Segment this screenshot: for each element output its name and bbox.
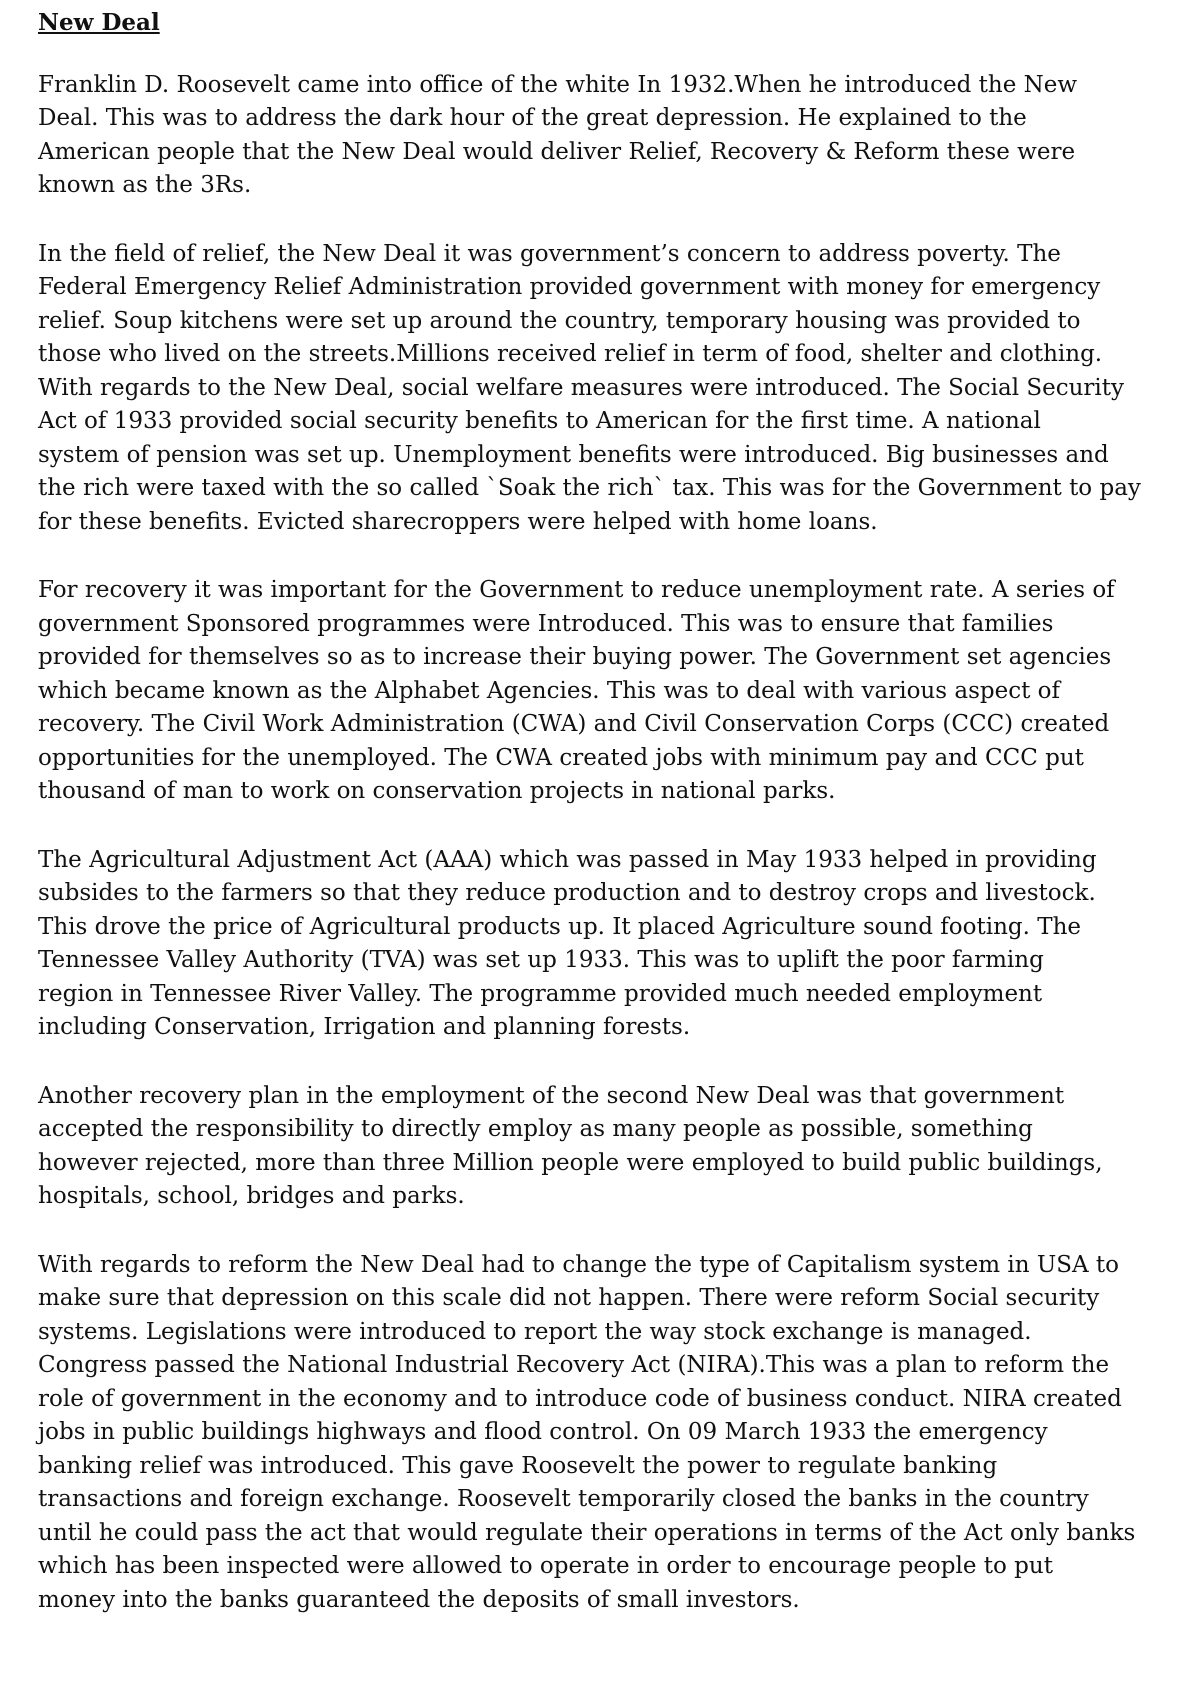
text-line: hospitals, school, bridges and parks. [38,1183,465,1209]
text-line: including Conservation, Irrigation and planning forests. [38,1014,691,1040]
text-line: jobs in public buildings highways and flood control. On 09 March 1933 the emergency [38,1419,1048,1445]
text-line: relief. Soup kitchens were set up around the country, temporary housing was provided to [38,307,1081,334]
paragraph-relief [38,238,1170,540]
paragraph-reform [38,1249,1170,1618]
text-line: money into the banks guaranteed the deposits of small investors. [38,1586,800,1613]
text-line: For recovery it was important for the Government to reduce unemployment rate. A series of [38,577,1115,603]
text-line: for these benefits. Evicted sharecroppers were helped with home loans. [38,508,878,535]
text-line: which has been inspected were allowed to operate in order to encourage people to put [38,1553,1053,1579]
text-line: Tennessee Valley Authority (TVA) was set up 1933. This was to uplift the poor farming [38,947,1044,973]
paragraph-recovery [38,574,1170,809]
text-line: Franklin D. Roosevelt came into office of the white In 1932.When he introduced the New [38,71,1078,98]
paragraph-introduction [38,69,1170,203]
text-line: the rich were taxed with the so called `Soak the rich` tax. This was for the Government to pay [38,475,1141,501]
text-line: thousand of man to work on conservation projects in national parks. [38,778,836,804]
text-line: banking relief was introduced. This gave Roosevelt the power to regulate banking [38,1452,998,1479]
text-line: role of government in the economy and to introduce code of business conduct. NIRA created [38,1385,1122,1412]
document-page [38,6,1170,1652]
text-line: those who lived on the streets.Millions received relief in term of food, shelter and clothing. [38,341,1103,367]
text-line: system of pension was set up. Unemployment benefits were introduced. Big businesses and [38,441,1109,468]
text-line: In the field of relief, the New Deal it was government’s concern to address poverty. The [38,240,1061,267]
text-line: until he could pass the act that would regulate their operations in terms of the Act only banks [38,1519,1136,1546]
text-line: transactions and foreign exchange. Roosevelt temporarily closed the banks in the country [38,1486,1089,1512]
text-line: The Agricultural Adjustment Act (AAA) which was passed in May 1933 helped in providing [38,846,1097,873]
text-line: Deal. This was to address the dark hour of the great depression. He explained to the [38,105,1027,131]
text-line: region in Tennessee River Valley. The programme provided much needed employment [38,980,1043,1007]
text-line: subsides to the farmers so that they reduce production and to destroy crops and livestock. [38,880,1096,906]
text-line: provided for themselves so as to increase their buying power. The Government set agencies [38,644,1112,670]
text-line: known as the 3Rs. [38,172,252,198]
text-line: Federal Emergency Relief Administration provided government with money for emergency [38,274,1101,300]
text-line: accepted the responsibility to directly employ as many people as possible, something [38,1116,1033,1142]
text-line: opportunities for the unemployed. The CWA created jobs with minimum pay and CCC put [38,744,1084,771]
paragraph-agriculture [38,844,1170,1045]
text-line: government Sponsored programmes were Introduced. This was to ensure that families [38,610,1054,637]
text-line: which became known as the Alphabet Agencies. This was to deal with various aspect of [38,677,1061,704]
text-line: American people that the New Deal would deliver Relief, Recovery & Reform these were [38,138,1076,165]
paragraph-second-new-deal [38,1080,1170,1214]
text-line: make sure that depression on this scale did not happen. There were reform Social security [38,1285,1100,1311]
text-line: recovery. The Civil Work Administration (CWA) and Civil Conservation Corps (CCC) created [38,711,1110,737]
text-line: systems. Legislations were introduced to report the way stock exchange is managed. [38,1318,1032,1345]
text-line: Congress passed the National Industrial Recovery Act (NIRA).This was a plan to reform the [38,1352,1110,1378]
document-title: New Deal [38,9,160,36]
text-line: however rejected, more than three Million people were employed to build public buildings, [38,1149,1103,1176]
text-line: With regards to reform the New Deal had to change the type of Capitalism system in USA to [38,1251,1119,1278]
text-line: With regards to the New Deal, social welfare measures were introduced. The Social Security [38,374,1125,401]
text-line: Act of 1933 provided social security benefits to American for the first time. A national [38,408,1041,434]
text-line: Another recovery plan in the employment of the second New Deal was that government [38,1082,1065,1109]
text-line: This drove the price of Agricultural products up. It placed Agriculture sound footing. The [38,913,1081,940]
